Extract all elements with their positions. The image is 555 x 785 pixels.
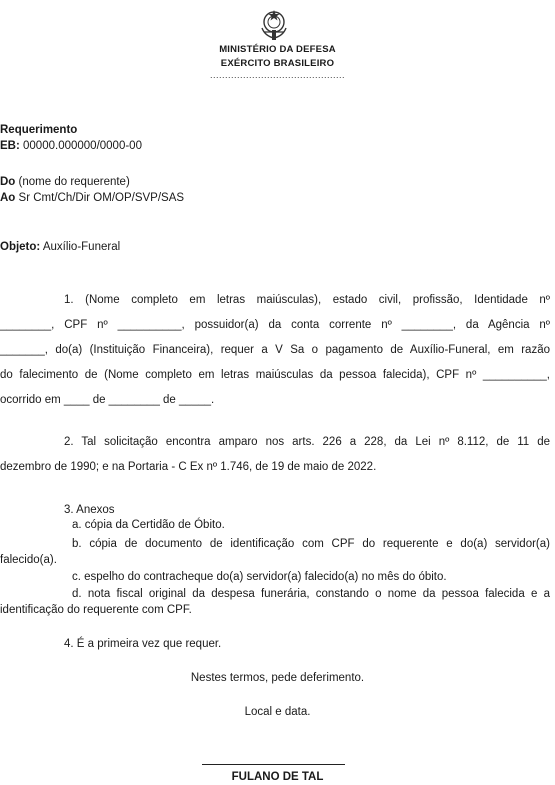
closing-text: Nestes termos, pede deferimento. <box>190 672 365 684</box>
place-date: Local e data. <box>244 706 311 718</box>
to-line <box>0 191 184 205</box>
paragraph-2-line-1: 2. Tal solicitação encontra amparo nos arts. 226 a 228, da Lei nº 8.112, de 11 de <box>64 436 550 448</box>
paragraph-1-line-1: 1. (Nome completo em letras maiúsculas), estado civil, profissão, Identidade nº <box>64 294 550 306</box>
eb-label: EB: <box>0 140 20 152</box>
annex-b-line-1: b. cópia de documento de identificação com CPF do requerente e do(a) servidor(a) <box>72 538 550 550</box>
to-label: Ao <box>0 192 16 204</box>
paragraph-2-line-2: dezembro de 1990; e na Portaria - C Ex nº 1.746, de 19 de maio de 2022. <box>0 461 377 473</box>
ministry-heading: MINISTÉRIO DA DEFESA <box>219 44 336 55</box>
document-type: Requerimento <box>0 124 78 136</box>
annex-a: a. cópia da Certidão de Óbito. <box>72 519 225 531</box>
signature-line <box>202 764 345 765</box>
header-dotted-line: ............................................. <box>209 70 346 80</box>
annex-c: c. espelho do contracheque do(a) servidor(a) falecido(a) no mês do óbito. <box>72 571 447 583</box>
army-heading: EXÉRCITO BRASILEIRO <box>220 58 335 69</box>
from-label: Do <box>0 176 16 188</box>
annex-d-line-2: identificação do requerente com CPF. <box>0 604 192 616</box>
eb-number: 00000.000000/0000-00 <box>23 140 142 152</box>
from-line <box>0 175 130 189</box>
object-label: Objeto: <box>0 241 41 253</box>
to-value: Sr Cmt/Ch/Dir OM/OP/SVP/SAS <box>18 192 185 204</box>
annex-b-line-2: falecido(a). <box>0 554 57 566</box>
object-value: Auxílio-Funeral <box>42 241 121 253</box>
annexes-title: 3. Anexos <box>64 504 115 516</box>
eb-number-line <box>0 139 142 153</box>
paragraph-1-line-2: ________, CPF nº __________, possuidor(a) da conta corrente nº ________, da Agência nº <box>0 319 550 331</box>
object-line <box>0 240 120 254</box>
signatory-name: FULANO DE TAL <box>231 771 324 783</box>
paragraph-1-line-4: do falecimento de (Nome completo em letras maiúsculas da pessoa falecida), CPF nº __________, <box>0 369 550 381</box>
paragraph-4: 4. É a primeira vez que requer. <box>64 638 222 650</box>
from-value: (nome do requerente) <box>18 176 130 188</box>
coat-of-arms-icon <box>259 8 289 42</box>
annex-d-line-1: d. nota fiscal original da despesa funerária, constando o nome da pessoa falecida e a <box>72 588 550 600</box>
paragraph-1-line-5: ocorrido em ____ de ________ de _____. <box>0 394 215 406</box>
paragraph-1-line-3: _______, do(a) (Instituição Financeira), requer a V Sa o pagamento de Auxílio-Funeral, em razão <box>0 344 550 356</box>
